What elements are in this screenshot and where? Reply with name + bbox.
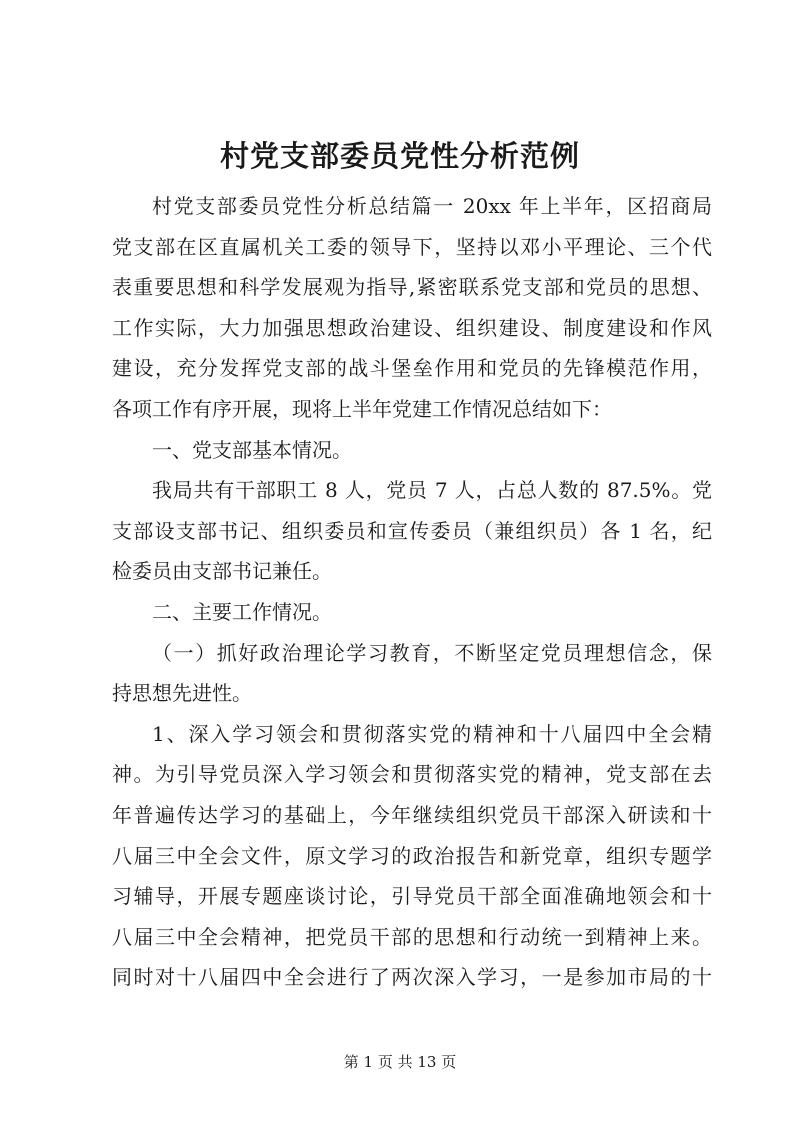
paragraph-line: 1、深入学习领会和贯彻落实党的精神和十八届四中全会精 — [152, 721, 712, 746]
paragraph-line: 八届三中全会精神，把党员干部的思想和行动统一到精神上来。 — [112, 924, 712, 949]
paragraph-line: 习辅导，开展专题座谈讨论，引导党员干部全面准确地领会和十 — [112, 884, 712, 909]
paragraph-line: 神。为引导党员深入学习领会和贯彻落实党的精神，党支部在去 — [112, 762, 712, 787]
paragraph-line: 支部设支部书记、组织委员和宣传委员（兼组织员）各 1 名，纪 — [112, 518, 712, 543]
paragraph-line: 建设，充分发挥党支部的战斗堡垒作用和党员的先锋模范作用， — [112, 356, 712, 381]
paragraph-line: 表重要思想和科学发展观为指导,紧密联系党支部和党员的思想、 — [112, 275, 712, 300]
paragraph-line: 村党支部委员党性分析总结篇一 20xx 年上半年，区招商局 — [152, 194, 712, 218]
paragraph-line: 年普遍传达学习的基础上，今年继续组织党员干部深入研读和十 — [112, 802, 712, 827]
subsection-heading: 持思想先进性。 — [112, 681, 252, 706]
paragraph-line: 党支部在区直属机关工委的领导下，坚持以邓小平理论、三个代 — [112, 234, 712, 259]
paragraph-line: 八届三中全会文件，原文学习的政治报告和新党章，组织专题学 — [112, 843, 712, 868]
page-footer: 第 1 页 共 13 页 — [343, 1053, 457, 1071]
paragraph-line: 同时对十八届四中全会进行了两次深入学习，一是参加市局的十 — [112, 965, 712, 990]
paragraph-line: 检委员由支部书记兼任。 — [112, 559, 332, 584]
document-body — [112, 186, 712, 998]
subsection-heading: （一）抓好政治理论学习教育，不断坚定党员理想信念，保 — [152, 640, 712, 665]
paragraph-line: 我局共有干部职工 8 人，党员 7 人，占总人数的 87.5%。党 — [152, 478, 712, 503]
paragraph-line: 各项工作有序开展，现将上半年党建工作情况总结如下： — [112, 396, 612, 421]
paragraph-line: 工作实际，大力加强思想政治建设、组织建设、制度建设和作风 — [112, 315, 712, 340]
document-title: 村党支部委员党性分析范例 — [219, 139, 580, 173]
section-heading: 二、主要工作情况。 — [152, 599, 332, 624]
section-heading: 一、党支部基本情况。 — [152, 437, 352, 462]
